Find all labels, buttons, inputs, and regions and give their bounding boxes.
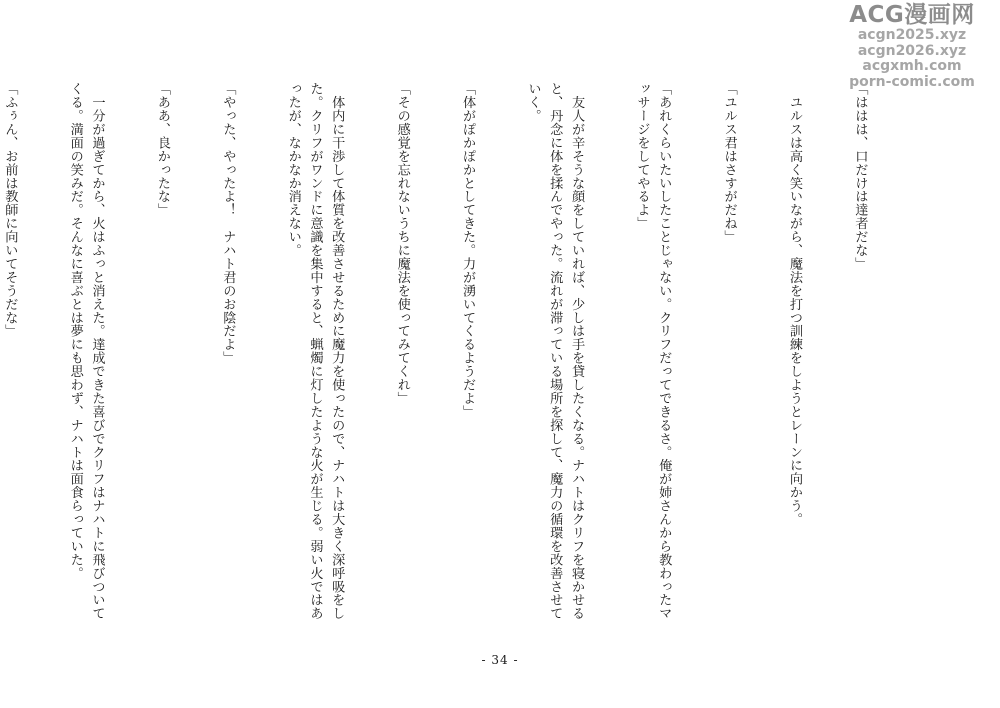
text-line: 友人が辛そうな顔をしていれば、少しは手を貸したくなる。ナハトはクリフを寝かせると、丹念に体を揉んでやった。流れが滞っている場所を探して、魔力の循環を改善させていく。 [525,82,585,620]
text-line: 「体がぽかぽかとしてきた。力が湧いてくるようだよ」 [460,82,476,419]
text-line: ユルスは高く笑いながら、魔法を打つ訓練をしようとレーンに向かう。 [787,82,803,526]
watermark-url: porn-comic.com [849,73,975,90]
vertical-text-body [2,82,914,622]
watermark-url: acgn2025.xyz [857,27,967,43]
text-line: 「ははは、口だけは達者だな」 [852,82,868,271]
watermark-url: acgxmh.com [862,58,962,74]
page-number: - 34 - [481,653,519,667]
text-line: 「ああ、良かったな」 [154,82,170,217]
site-watermark [830,2,994,94]
watermark-url: acgn2026.xyz [857,42,967,59]
text-line: 「ユルス君はさすがだね」 [721,82,737,244]
text-line: 「やった、やったよ！ ナハト君のお陰だよ」 [220,82,236,365]
text-line: 「その感覚を忘れないうちに魔法を使ってみてくれ」 [394,82,410,405]
watermark-logo: ACG漫画网 [849,2,975,28]
text-line: 「ふぅん、お前は教師に向いてそうだな」 [2,82,18,338]
text-line: 「あれくらいたいしたことじゃない。クリフだってできるさ。俺が姉さんから教わったマッサージをしてやるよ」 [634,82,672,620]
text-line: 一分が過ぎてから、火はふっと消えた。達成できた喜びでクリフはナハトに飛びついてくる。満面の笑みだ。そんなに喜ぶとは夢にも思わず、ナハトは面食らっていた。 [67,82,105,620]
text-line: 体内に干渉して体質を改善させるために魔力を使ったので、ナハトは大きく深呼吸をした。クリフがワンドに意識を集中すると、蝋燭に灯したような火が生じる。弱い火ではあったが、なかなか消えない。 [285,82,345,620]
